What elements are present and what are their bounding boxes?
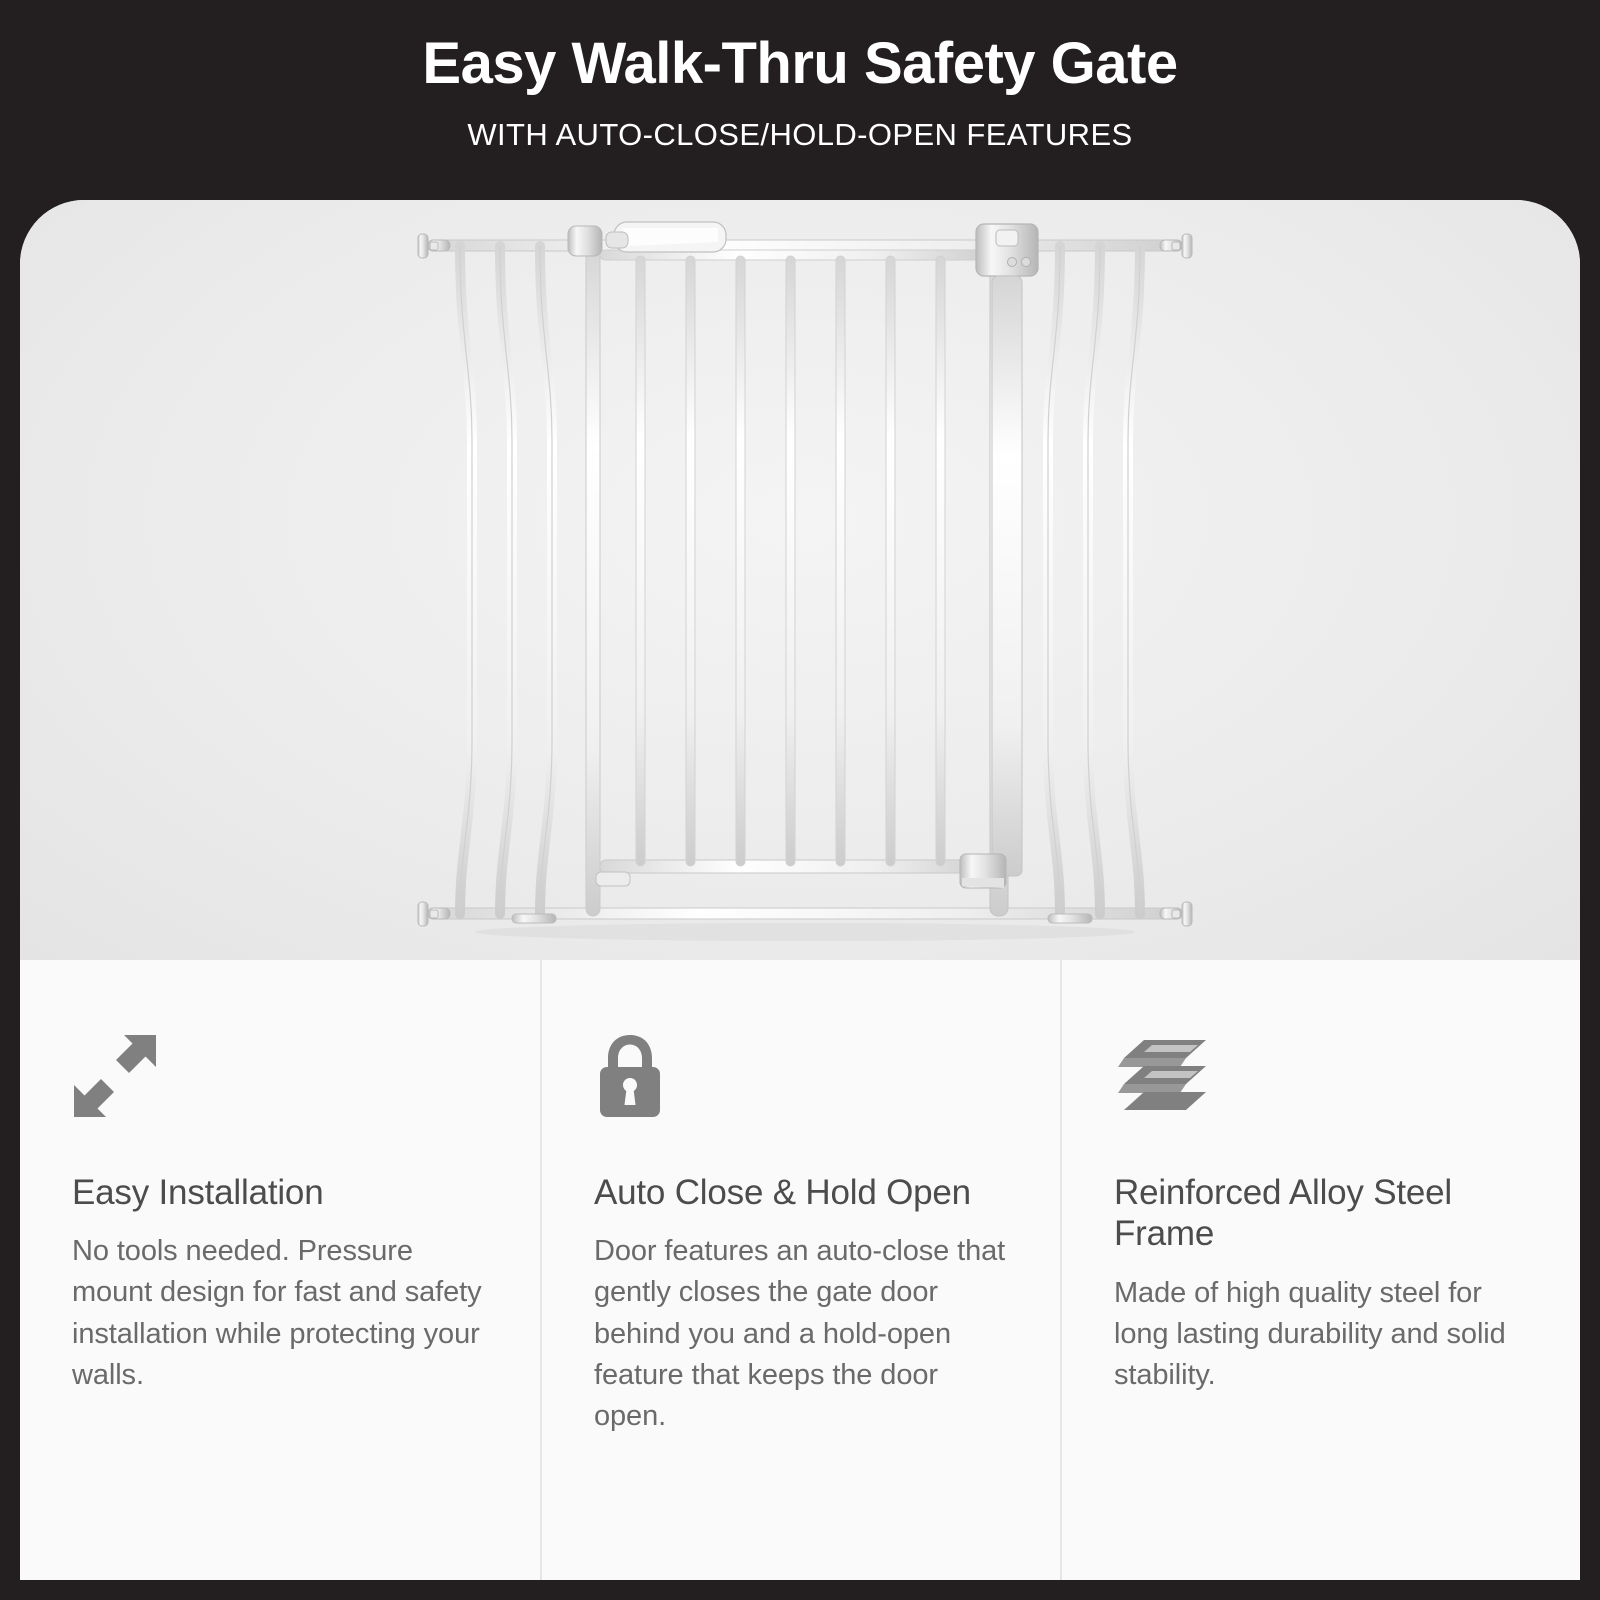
- feature-card-easy-installation: [20, 960, 540, 1580]
- feature-title: Easy Installation: [72, 1173, 324, 1212]
- feature-title: Auto Close & Hold Open: [594, 1173, 971, 1212]
- expand-arrows-icon: [72, 1032, 488, 1120]
- page-subtitle: WITH AUTO-CLOSE/HOLD-OPEN FEATURES: [467, 116, 1133, 152]
- feature-body: Door features an auto-close that gently closes the gate door behind you and a hold-open feature that keeps the door open.: [594, 1235, 1006, 1432]
- footer-strip: [0, 1580, 1600, 1600]
- feature-card-steel-frame: [1060, 960, 1580, 1580]
- steel-beams-icon: [1114, 1032, 1528, 1120]
- lock-icon: [594, 1032, 1008, 1120]
- feature-cards: [20, 960, 1580, 1580]
- header: [0, 0, 1600, 200]
- product-image: [400, 220, 1210, 950]
- page-title: Easy Walk-Thru Safety Gate: [422, 31, 1178, 96]
- feature-body: Made of high quality steel for long lasting durability and solid stability.: [1114, 1276, 1506, 1391]
- feature-card-auto-close: [540, 960, 1060, 1580]
- feature-body: No tools needed. Pressure mount design for fast and safety installation while protecting your walls.: [72, 1235, 482, 1391]
- feature-title: Reinforced Alloy Steel Frame: [1114, 1173, 1453, 1254]
- hero-panel: [20, 200, 1580, 960]
